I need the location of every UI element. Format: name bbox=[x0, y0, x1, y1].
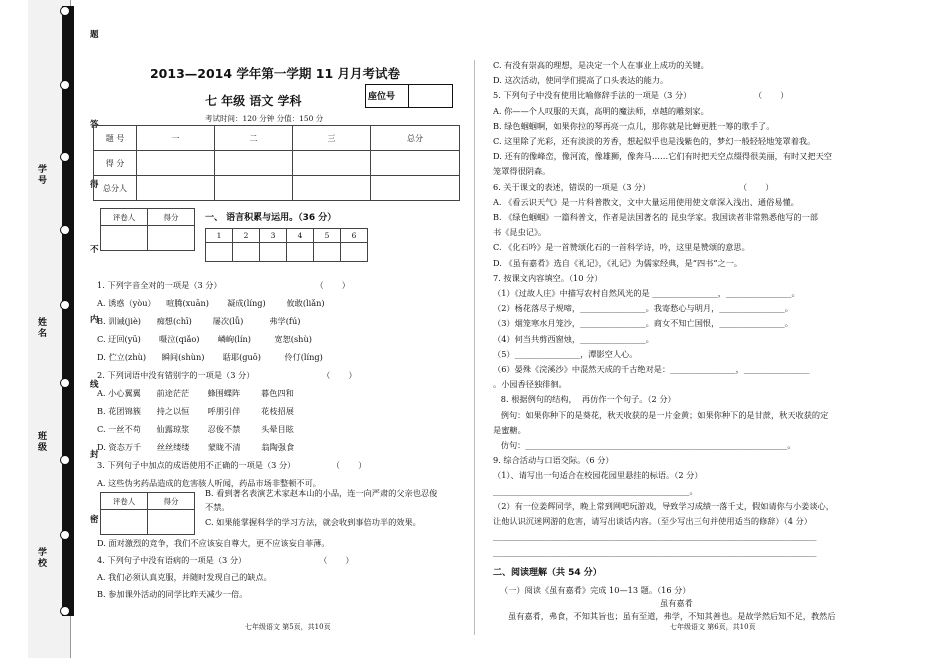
question-line: B. 看到著名表演艺术家赵本山的小品，连一向严肃的父亲也忍俊 bbox=[205, 488, 438, 498]
question-line: 笼罩得很阴森。 bbox=[493, 166, 551, 177]
answer-cell[interactable] bbox=[206, 243, 233, 262]
question-line: 。小园香径独徘徊。 bbox=[493, 379, 567, 390]
exam-info: 考试时间：120 分钟 分值：150 分 bbox=[205, 114, 324, 123]
question-line: 4. 下列句子中没有语病的一项是（3 分） （ ） bbox=[97, 555, 354, 565]
page-footer: 七年级语文 第5页，共10页 bbox=[245, 623, 331, 631]
score-cell[interactable] bbox=[137, 151, 215, 176]
answer-number: 2 bbox=[233, 229, 260, 243]
question-line: D. 这次活动，使同学们提高了口头表达的能力。 bbox=[493, 75, 669, 86]
answer-number: 6 bbox=[341, 229, 368, 243]
fold-line-text: 内 bbox=[90, 315, 99, 325]
binding-bar bbox=[62, 6, 74, 616]
question-line: A. 诱惑（yòu） 喧腾(xuān) 凝成(líng) 攸敢(liǎn) bbox=[97, 298, 325, 308]
name-field-label: 姓名 bbox=[38, 318, 48, 339]
binding-hole bbox=[60, 378, 70, 388]
binding-hole bbox=[60, 530, 70, 540]
question-line: （1）《过故人庄》中描写农村自然风光的是 ________________，________________。 bbox=[493, 288, 800, 299]
answer-number: 4 bbox=[287, 229, 314, 243]
score-table-header: 三 bbox=[293, 126, 371, 151]
score-label: 得分 bbox=[148, 209, 195, 226]
score-cell[interactable] bbox=[371, 151, 460, 176]
question-line: _______________________________________________________________________________ bbox=[493, 546, 817, 557]
exam-subtitle: 七 年级 语文 学科 bbox=[205, 94, 302, 108]
fold-line-text: 答 bbox=[90, 120, 99, 130]
reading-intro: （一）阅读《虽有嘉肴》完成 10—13 题。（16 分） bbox=[500, 585, 691, 595]
left-question-block bbox=[97, 276, 467, 492]
score-cell[interactable] bbox=[148, 510, 195, 535]
page-footer: 七年级语文 第6页，共10页 bbox=[670, 623, 756, 631]
answer-cell[interactable] bbox=[233, 243, 260, 262]
exam-title: 2013—2014 学年第一学期 11 月月考试卷 bbox=[149, 66, 401, 81]
fold-line-text: 得 bbox=[90, 180, 99, 190]
question-line: 9. 综合活动与口语交际。（6 分） bbox=[493, 455, 614, 466]
question-line: 3. 下列句子中加点的成语使用不正确的一项是（3 分） （ ） bbox=[97, 460, 367, 470]
answer-number: 1 bbox=[206, 229, 233, 243]
question-line: （1）、请写出一句适合在校园花园里悬挂的标语。（2 分） bbox=[493, 470, 703, 481]
class-field-label: 班级 bbox=[38, 432, 48, 453]
question-line: B. 参加课外活动的同学比昨天减少一倍。 bbox=[97, 589, 248, 599]
binding-hole bbox=[60, 606, 70, 616]
question-line: D. 还有的像峰峦，像河流，像雄狮，像奔马……它们有时把天空点缀得很美丽，有时又把天空 bbox=[493, 151, 832, 162]
page-divider bbox=[474, 60, 475, 635]
question-line: D. 《虽有嘉肴》选自《礼记》，《礼记》为儒家经典，是“四书”之一。 bbox=[493, 257, 743, 268]
question-line: 是蜜糖。 bbox=[493, 424, 526, 435]
reading-title: 虽有嘉肴 bbox=[660, 598, 693, 608]
answer-cell[interactable] bbox=[287, 243, 314, 262]
question-line: A. 我们必须认真克服，并随时发现自己的缺点。 bbox=[97, 572, 272, 582]
fold-line-text: 线 bbox=[90, 380, 99, 390]
answer-cell[interactable] bbox=[314, 243, 341, 262]
fold-line-text: 题 bbox=[90, 30, 99, 40]
section-heading: 二、阅读理解（共 54 分） bbox=[493, 568, 602, 578]
score-table bbox=[93, 125, 460, 201]
question-line: D. 资态万千 丝丝缕缕 蒙眬不清 翁陶强食 bbox=[97, 442, 295, 452]
question-line: D. 面对激烈的竞争，我们不应该妄自尊大，更不应该妄自菲薄。 bbox=[97, 538, 330, 548]
question-line: 5. 下列句子中没有使用比喻修辞手法的一项是（3 分） （ ） bbox=[493, 90, 789, 101]
answer-cell[interactable] bbox=[260, 243, 287, 262]
grader-cell[interactable] bbox=[101, 226, 148, 251]
question-line: 6. 关于课文的表述，错误的一项是（3 分） （ ） bbox=[493, 181, 774, 192]
question-line: （2）杨花落尽子规啼，________________。我寄愁心与明月，________________。 bbox=[493, 303, 793, 314]
question-line: 书《昆虫记》。 bbox=[493, 227, 547, 238]
seat-number-box bbox=[365, 84, 453, 108]
fold-line-text: 密 bbox=[90, 515, 99, 525]
school-field-label: 学校 bbox=[38, 548, 48, 569]
binding-hole bbox=[60, 455, 70, 465]
question-line: A. 小心翼翼 前途茫茫 蜂围蝶阵 暮色四和 bbox=[97, 388, 294, 398]
question-line: C. 这里除了光彩，还有淡淡的芳香，想起似乎也是浅紫色的，梦幻一般轻轻地笼罩着我。 bbox=[493, 136, 816, 147]
reading-text: 虽有嘉肴，弗食，不知其旨也；虽有至道，弗学，不知其善也。是故学然后知不足，教然后 bbox=[508, 611, 836, 621]
left-question-block-b bbox=[205, 486, 467, 530]
answer-number-table bbox=[205, 228, 368, 262]
question-line: A. 《看云识天气》是一片科普散文，文中大量运用使用使文章深入浅出、通俗易懂。 bbox=[493, 196, 799, 207]
question-line: 仿句：________________________________________________________________。 bbox=[493, 440, 796, 451]
fold-line-text: 封 bbox=[90, 450, 99, 460]
question-line: （2）有一位姜辉同学，晚上常到网吧玩游戏，导致学习成绩一落千丈，假如请你与小姜谈心， bbox=[493, 500, 834, 511]
question-line: _______________________________________________________________________________ bbox=[493, 531, 817, 542]
section-heading: 一、 语言积累与运用。（36 分） bbox=[205, 213, 337, 223]
grader-table-2 bbox=[100, 492, 195, 535]
left-question-block-c bbox=[97, 535, 467, 603]
question-line: B. 训诫(jiè) 痴想(chī) 屡次(lǚ) 弗学(fú) bbox=[97, 316, 301, 326]
question-line: B. 《绿色蝈蝈》一篇科普文，作者是法国著名的 昆虫学家。我国读者非常熟悉他写的一部 bbox=[493, 212, 818, 223]
grader-table bbox=[100, 208, 195, 251]
question-line: 8. 根据例句的结构， 再仿作一个句子。（2 分） bbox=[493, 394, 676, 405]
answer-number: 5 bbox=[314, 229, 341, 243]
grader-cell[interactable] bbox=[101, 510, 148, 535]
question-line: 不禁。 bbox=[205, 502, 230, 512]
question-line: D. 伫立(zhù) 瞬间(shùn) 聒耶(guō) 伶仃(líng) bbox=[97, 352, 323, 362]
grader-label: 评卷人 bbox=[101, 209, 148, 226]
question-line: A. 这些伪劣药品造成的危害骇人听闻，药品市场非整顿不可。 bbox=[97, 478, 321, 488]
question-line: C. 《化石吟》是一首赞颂化石的一首科学诗，吟，这里是赞颂的意思。 bbox=[493, 242, 750, 253]
score-table-header: 题 号 bbox=[94, 126, 137, 151]
question-line: 7. 按课文内容填空。（10 分） bbox=[493, 272, 603, 283]
right-question-block bbox=[493, 58, 913, 560]
score-table-header: 一 bbox=[137, 126, 215, 151]
question-line: （4）何当共剪西窗烛，________________。 bbox=[493, 333, 654, 344]
question-line: B. 绿色蝈蝈啊，如果你拉的琴再亮一点儿，那你就是比蝉更胜一筹的歌手了。 bbox=[493, 120, 775, 131]
question-line: （3）烟笼寒水月笼沙，________________。商女不知亡国恨，________________。 bbox=[493, 318, 793, 329]
score-table-header: 总分 bbox=[371, 126, 460, 151]
question-line: 1. 下列字音全对的一项是（3 分） （ ） bbox=[97, 280, 350, 290]
score-cell[interactable] bbox=[293, 151, 371, 176]
score-cell[interactable] bbox=[215, 176, 293, 201]
binding-hole bbox=[60, 225, 70, 235]
score-cell[interactable] bbox=[137, 176, 215, 201]
score-cell[interactable] bbox=[148, 226, 195, 251]
score-cell[interactable] bbox=[293, 176, 371, 201]
binding-hole bbox=[60, 6, 70, 16]
score-table-header: 二 bbox=[215, 126, 293, 151]
question-line: A. 你——个人叹服的天真，高明的魔法师，卓越的雕刻家。 bbox=[493, 105, 709, 116]
answer-number: 3 bbox=[260, 229, 287, 243]
question-line: C. 如果能掌握科学的学习方法，就会收到事倍功半的效果。 bbox=[205, 517, 421, 527]
grader-label: 评卷人 bbox=[101, 493, 148, 510]
score-label: 得分 bbox=[148, 493, 195, 510]
score-cell[interactable] bbox=[215, 151, 293, 176]
question-line: 例句：如果你种下的是葵花，秋天收获的是一片金黄；如果你种下的是甘蔗，秋天收获的定 bbox=[493, 409, 829, 420]
question-line: （5）________________，潭影空人心。 bbox=[493, 348, 638, 359]
binding-hole bbox=[60, 80, 70, 90]
student-number-field-label: 学号 bbox=[38, 165, 48, 186]
question-line: C. 迂回(yū) 嗫泣(qiǎo) 嶙峋(lín) 宽恕(shù) bbox=[97, 334, 312, 344]
score-row-label: 得 分 bbox=[94, 151, 137, 176]
question-line: 让他认识沉迷网游的危害，请写出谈话内容。（至少写出三句并使用适当的修辞）（4 分） bbox=[493, 516, 812, 527]
score-row-label: 总分人 bbox=[94, 176, 137, 201]
question-line: 2. 下列词语中没有错别字的一项是（3 分） （ ） bbox=[97, 370, 357, 380]
question-line: ________________________________________________。 bbox=[493, 485, 698, 496]
seat-number-label: 座位号 bbox=[368, 92, 396, 102]
question-line: C. 有没有崇高的理想，是决定一个人在事业上成功的关键。 bbox=[493, 60, 709, 70]
fold-line-text: 不 bbox=[90, 245, 99, 255]
question-line: B. 花团锦簇 持之以恒 呼朋引伴 花枝招展 bbox=[97, 406, 294, 416]
question-line: （6）晏殊《浣溪沙》中混然天成的千古绝对是：________________，________________ bbox=[493, 364, 810, 375]
binding-hole bbox=[60, 152, 70, 162]
answer-cell[interactable] bbox=[341, 243, 368, 262]
question-line: C. 一丝不苟 仙露琼浆 忍俊不禁 头晕目眩 bbox=[97, 424, 294, 434]
score-cell[interactable] bbox=[371, 176, 460, 201]
binding-hole bbox=[60, 300, 70, 310]
